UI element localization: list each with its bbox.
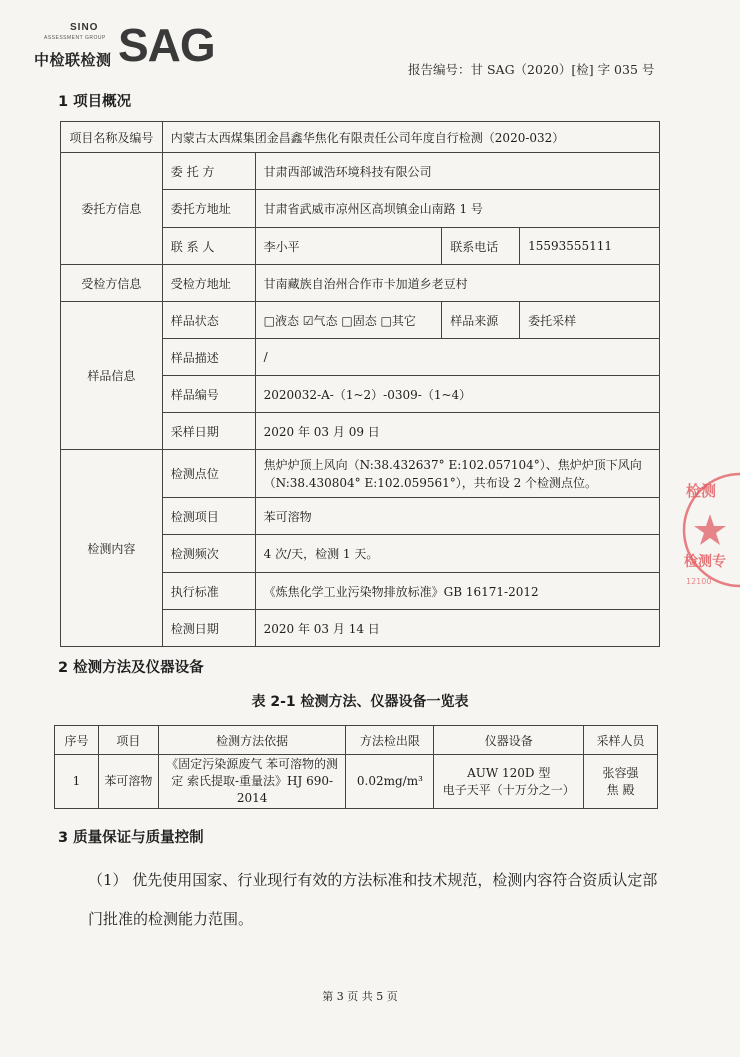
col-header-equipment: 仪器设备: [434, 726, 584, 755]
sample-desc-value: /: [255, 339, 659, 376]
test-item-label: 检测项目: [162, 498, 255, 535]
table-header-row: [55, 726, 658, 755]
inspected-info-label: 受检方信息: [61, 265, 163, 302]
test-date-label: 检测日期: [162, 610, 255, 647]
quality-paragraph-1: （1） 优先使用国家、行业现行有效的方法标准和技术规范，检测内容符合资质认定部门批准的检测能力范围。: [88, 871, 658, 928]
phone-label: 联系电话: [442, 228, 520, 265]
col-header-method: 检测方法依据: [158, 726, 346, 755]
sample-state-label: 样品状态: [162, 302, 255, 339]
client-address-label: 委托方地址: [162, 190, 255, 228]
logo-tagline: ASSESSMENT GROUP: [44, 35, 106, 41]
row-equipment: [434, 755, 584, 809]
row-equipment-line-2: 电子天平（十万分之一）: [442, 782, 575, 797]
test-content-label: 检测内容: [61, 450, 163, 647]
client-info-label: 委托方信息: [61, 153, 163, 265]
table-row: [61, 450, 660, 498]
sample-source-label: 样品来源: [442, 302, 520, 339]
stamp-text-top: 检测: [686, 482, 717, 500]
sample-source-value: 委托采样: [520, 302, 660, 339]
project-name-label: 项目名称及编号: [61, 122, 163, 153]
table-row: [61, 122, 660, 153]
contact-value: 李小平: [255, 228, 442, 265]
stamp-code: 12100: [686, 577, 712, 586]
project-name-value: 内蒙古太西煤集团金昌鑫华焦化有限责任公司年度自行检测（2020-032）: [162, 122, 659, 153]
logo-chinese-name: 中检联检测: [34, 51, 112, 69]
inspected-address-label: 受检方地址: [162, 265, 255, 302]
logo-sino-text: SINO: [70, 22, 99, 33]
col-header-sampler: 采样人员: [584, 726, 658, 755]
row-method-line-1: 《固定污染源废气 苯可溶物的测: [166, 757, 339, 771]
table-row: [61, 265, 660, 302]
page-number: 第 3 页 共 5 页: [322, 990, 398, 1003]
sample-info-label: 样品信息: [61, 302, 163, 450]
row-no: 1: [55, 755, 99, 809]
row-method-line-2: 定 索氏提取-重量法》HJ 690-2014: [171, 774, 334, 805]
client-name-value: 甘肃西部诚浩环境科技有限公司: [255, 153, 659, 190]
logo-sag-text: SAG: [118, 19, 215, 71]
sample-desc-label: 样品描述: [162, 339, 255, 376]
row-sampler: [584, 755, 658, 809]
test-frequency-value: 4 次/天，检测 1 天。: [255, 535, 659, 573]
sampling-date-label: 采样日期: [162, 413, 255, 450]
sampling-date-value: 2020 年 03 月 09 日: [255, 413, 659, 450]
col-header-limit: 方法检出限: [346, 726, 434, 755]
table-row: [61, 153, 660, 190]
sample-state-value: □液态 ☑气态 □固态 □其它: [255, 302, 442, 339]
row-equipment-line-1: AUW 120D 型: [467, 765, 551, 780]
section-2-title: 2 检测方法及仪器设备: [58, 660, 204, 676]
client-name-label: 委 托 方: [162, 153, 255, 190]
phone-value: 15593555111: [520, 228, 660, 265]
inspected-address-value: 甘南藏族自治州合作市卡加道乡老豆村: [255, 265, 659, 302]
col-header-no: 序号: [55, 726, 99, 755]
row-item: 苯可溶物: [98, 755, 158, 809]
test-date-value: 2020 年 03 月 14 日: [255, 610, 659, 647]
company-logo: [32, 19, 232, 72]
table-2-1-caption: 表 2-1 检测方法、仪器设备一览表: [251, 694, 469, 710]
row-sampler-line-1: 张容强: [602, 765, 639, 780]
stamp-text-bottom: 检测专: [684, 554, 726, 570]
methods-equipment-table: [54, 725, 658, 809]
test-item-value: 苯可溶物: [255, 498, 659, 535]
section-3-title: 3 质量保证与质量控制: [58, 830, 204, 846]
row-limit: 0.02mg/m³: [346, 755, 434, 809]
test-point-value: 焦炉炉顶上风向（N:38.432637° E:102.057104°）、焦炉炉顶下风向（N:38.430804° E:102.059561°），共布设 2 个检测点位。: [255, 450, 659, 498]
contact-label: 联 系 人: [162, 228, 255, 265]
table-row: [55, 755, 658, 809]
test-point-label: 检测点位: [162, 450, 255, 498]
test-frequency-label: 检测频次: [162, 535, 255, 573]
sample-no-value: 2020032-A-（1~2）-0309-（1~4）: [255, 376, 659, 413]
table-row: [61, 302, 660, 339]
client-address-value: 甘肃省武威市凉州区高坝镇金山南路 1 号: [255, 190, 659, 228]
row-sampler-line-2: 焦 殿: [606, 782, 635, 797]
row-method: [158, 755, 346, 809]
section-1-title: 1 项目概况: [58, 94, 132, 110]
sample-no-label: 样品编号: [162, 376, 255, 413]
project-overview-table: [60, 121, 660, 647]
report-number: 报告编号：甘 SAG（2020）[检] 字 035 号: [408, 62, 655, 77]
col-header-item: 项目: [98, 726, 158, 755]
stamp-star-icon: [694, 514, 726, 545]
red-seal-stamp: [680, 470, 740, 590]
standard-label: 执行标准: [162, 573, 255, 610]
standard-value: 《炼焦化学工业污染物排放标准》GB 16171-2012: [255, 573, 659, 610]
